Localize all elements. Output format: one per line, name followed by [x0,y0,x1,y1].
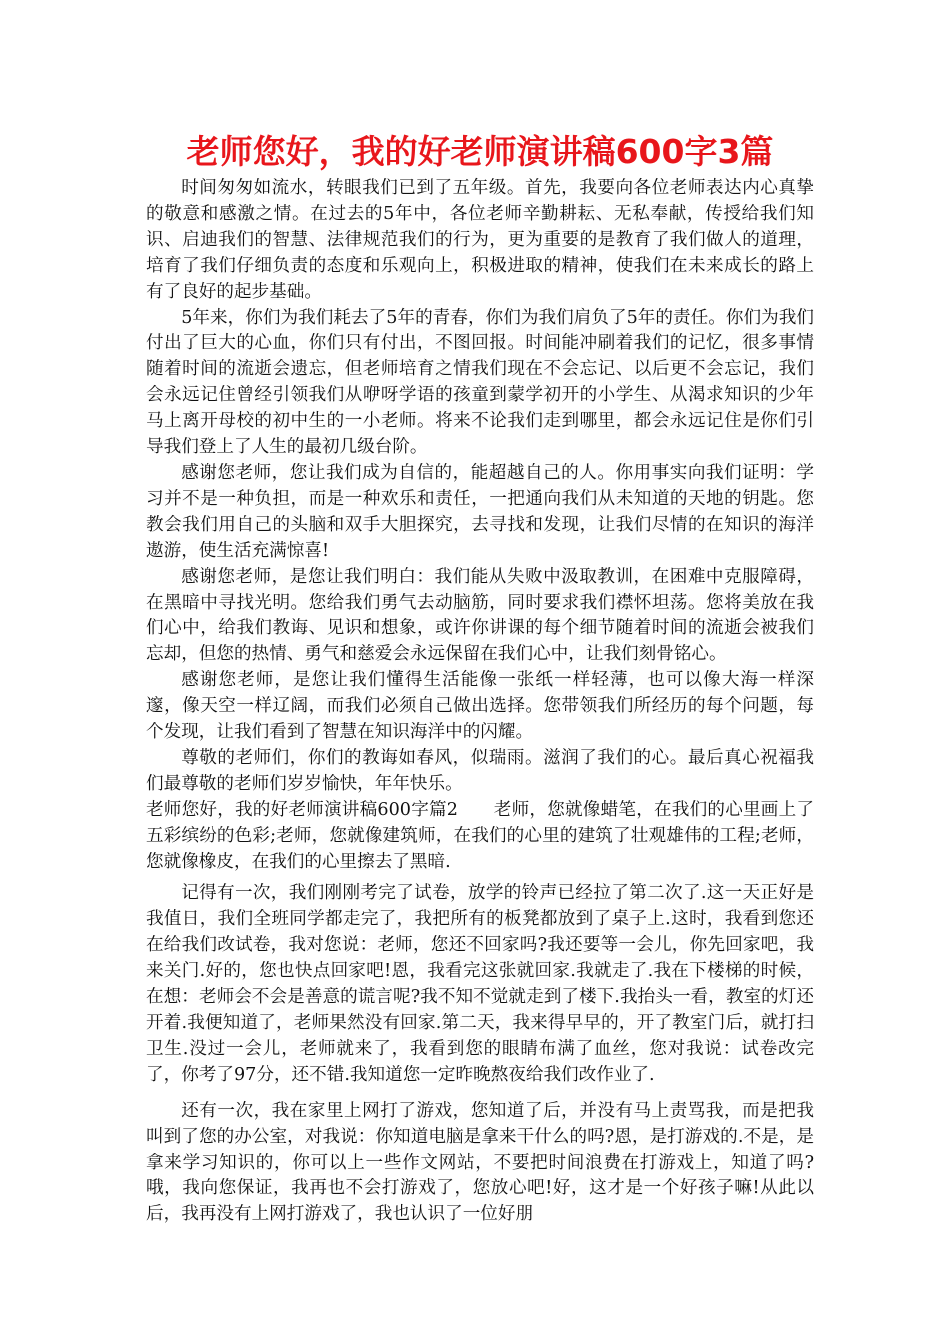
paragraph-7-section-heading: 老师您好，我的好老师演讲稿600字篇2 老师，您就像蜡笔，在我们的心里画上了五彩缤纷的色彩;老师，您就像建筑师，在我们的心里的建筑了壮观雄伟的工程;老师，您就像橡皮，在我们的心里擦去了黑暗. [146,799,814,872]
paragraph-1: 时间匆匆如流水，转眼我们已到了五年级。首先，我要向各位老师表达内心真挚的敬意和感激之情。在过去的5年中，各位老师辛勤耕耘、无私奉献，传授给我们知识、启迪我们的智慧、法律规范我们的行为，更为重要的是教育了我们做人的道理，培育了我们仔细负责的态度和乐观向上，积极进取的精神，使我们在未来成长的路上有了良好的起步基础。 [146,178,814,302]
paragraph-6: 尊敬的老师们，你们的教诲如春风，似瑞雨。滋润了我们的心。最后真心祝福我们最尊敬的老师们岁岁愉快，年年快乐。 [146,747,814,794]
paragraph-8: 记得有一次，我们刚刚考完了试卷，放学的铃声已经拉了第二次了.这一天正好是我值日，我们全班同学都走完了，我把所有的板凳都放到了桌子上.这时，我看到您还在给我们改试卷，我对您说：老师，您还不回家吗?我还要等一会儿，你先回家吧，我来关门.好的，您也快点回家吧!恩，我看完这张就回家.我就走了.我在下楼梯的时候，在想：老师会不会是善意的谎言呢?我不知不觉就走到了楼下.我抬头一看，教室的灯还开着.我便知道了，老师果然没有回家.第二天，我来得早早的，开了教室门后，就打扫卫生.没过一会儿，老师就来了，我看到您的眼睛布满了血丝，您对我说：试卷改完了，你考了97分，还不错.我知道您一定昨晚熬夜给我们改作业了. [146,883,814,1085]
paragraph-5: 感谢您老师，是您让我们懂得生活能像一张纸一样轻薄，也可以像大海一样深邃，像天空一样辽阔，而我们必须自己做出选择。您带领我们所经历的每个问题，每个发现，让我们看到了智慧在知识海洋中的闪耀。 [146,670,814,743]
paragraph-3: 感谢您老师，您让我们成为自信的，能超越自己的人。你用事实向我们证明：学习并不是一种负担，而是一种欢乐和责任，一把通向我们从未知道的天地的钥匙。您教会我们用自己的头脑和双手大胆探究，去寻找和发现，让我们尽情的在知识的海洋遨游，使生活充满惊喜! [146,462,814,561]
document-title: 老师您好，我的好老师演讲稿600字3篇 [186,132,774,171]
paragraph-4: 感谢您老师，是您让我们明白：我们能从失败中汲取教训，在困难中克服障碍，在黑暗中寻找光明。您给我们勇气去动脑筋，同时要求我们襟怀坦荡。您将美放在我们心中，给我们教诲、见识和想象，或许你讲课的每个细节随着时间的流逝会被我们忘却，但您的热情、勇气和慈爱会永远保留在我们心中，让我们刻骨铭心。 [146,566,814,665]
document-page [146,130,814,1228]
paragraph-2: 5年来，你们为我们耗去了5年的青春，你们为我们肩负了5年的责任。你们为我们付出了巨大的心血，你们只有付出，不图回报。时间能冲刷着我们的记忆，很多事情随着时间的流逝会遗忘，但老师培育之情我们现在不会忘记、以后更不会忘记，我们会永远记住曾经引领我们从咿呀学语的孩童到蒙学初开的小学生、从渴求知识的少年马上离开母校的初中生的一小老师。将来不论我们走到哪里，都会永远记住是你们引导我们登上了人生的最初几级台阶。 [146,307,814,458]
paragraph-9: 还有一次，我在家里上网打了游戏，您知道了后，并没有马上责骂我，而是把我叫到了您的办公室，对我说：你知道电脑是拿来干什么的吗?恩，是打游戏的.不是，是拿来学习知识的，你可以上一些作文网站，不要把时间浪费在打游戏上，知道了吗?哦，我向您保证，我再也不会打游戏了，您放心吧!好，这才是一个好孩子嘛!从此以后，我再没有上网打游戏了，我也认识了一位好朋 [146,1100,814,1225]
